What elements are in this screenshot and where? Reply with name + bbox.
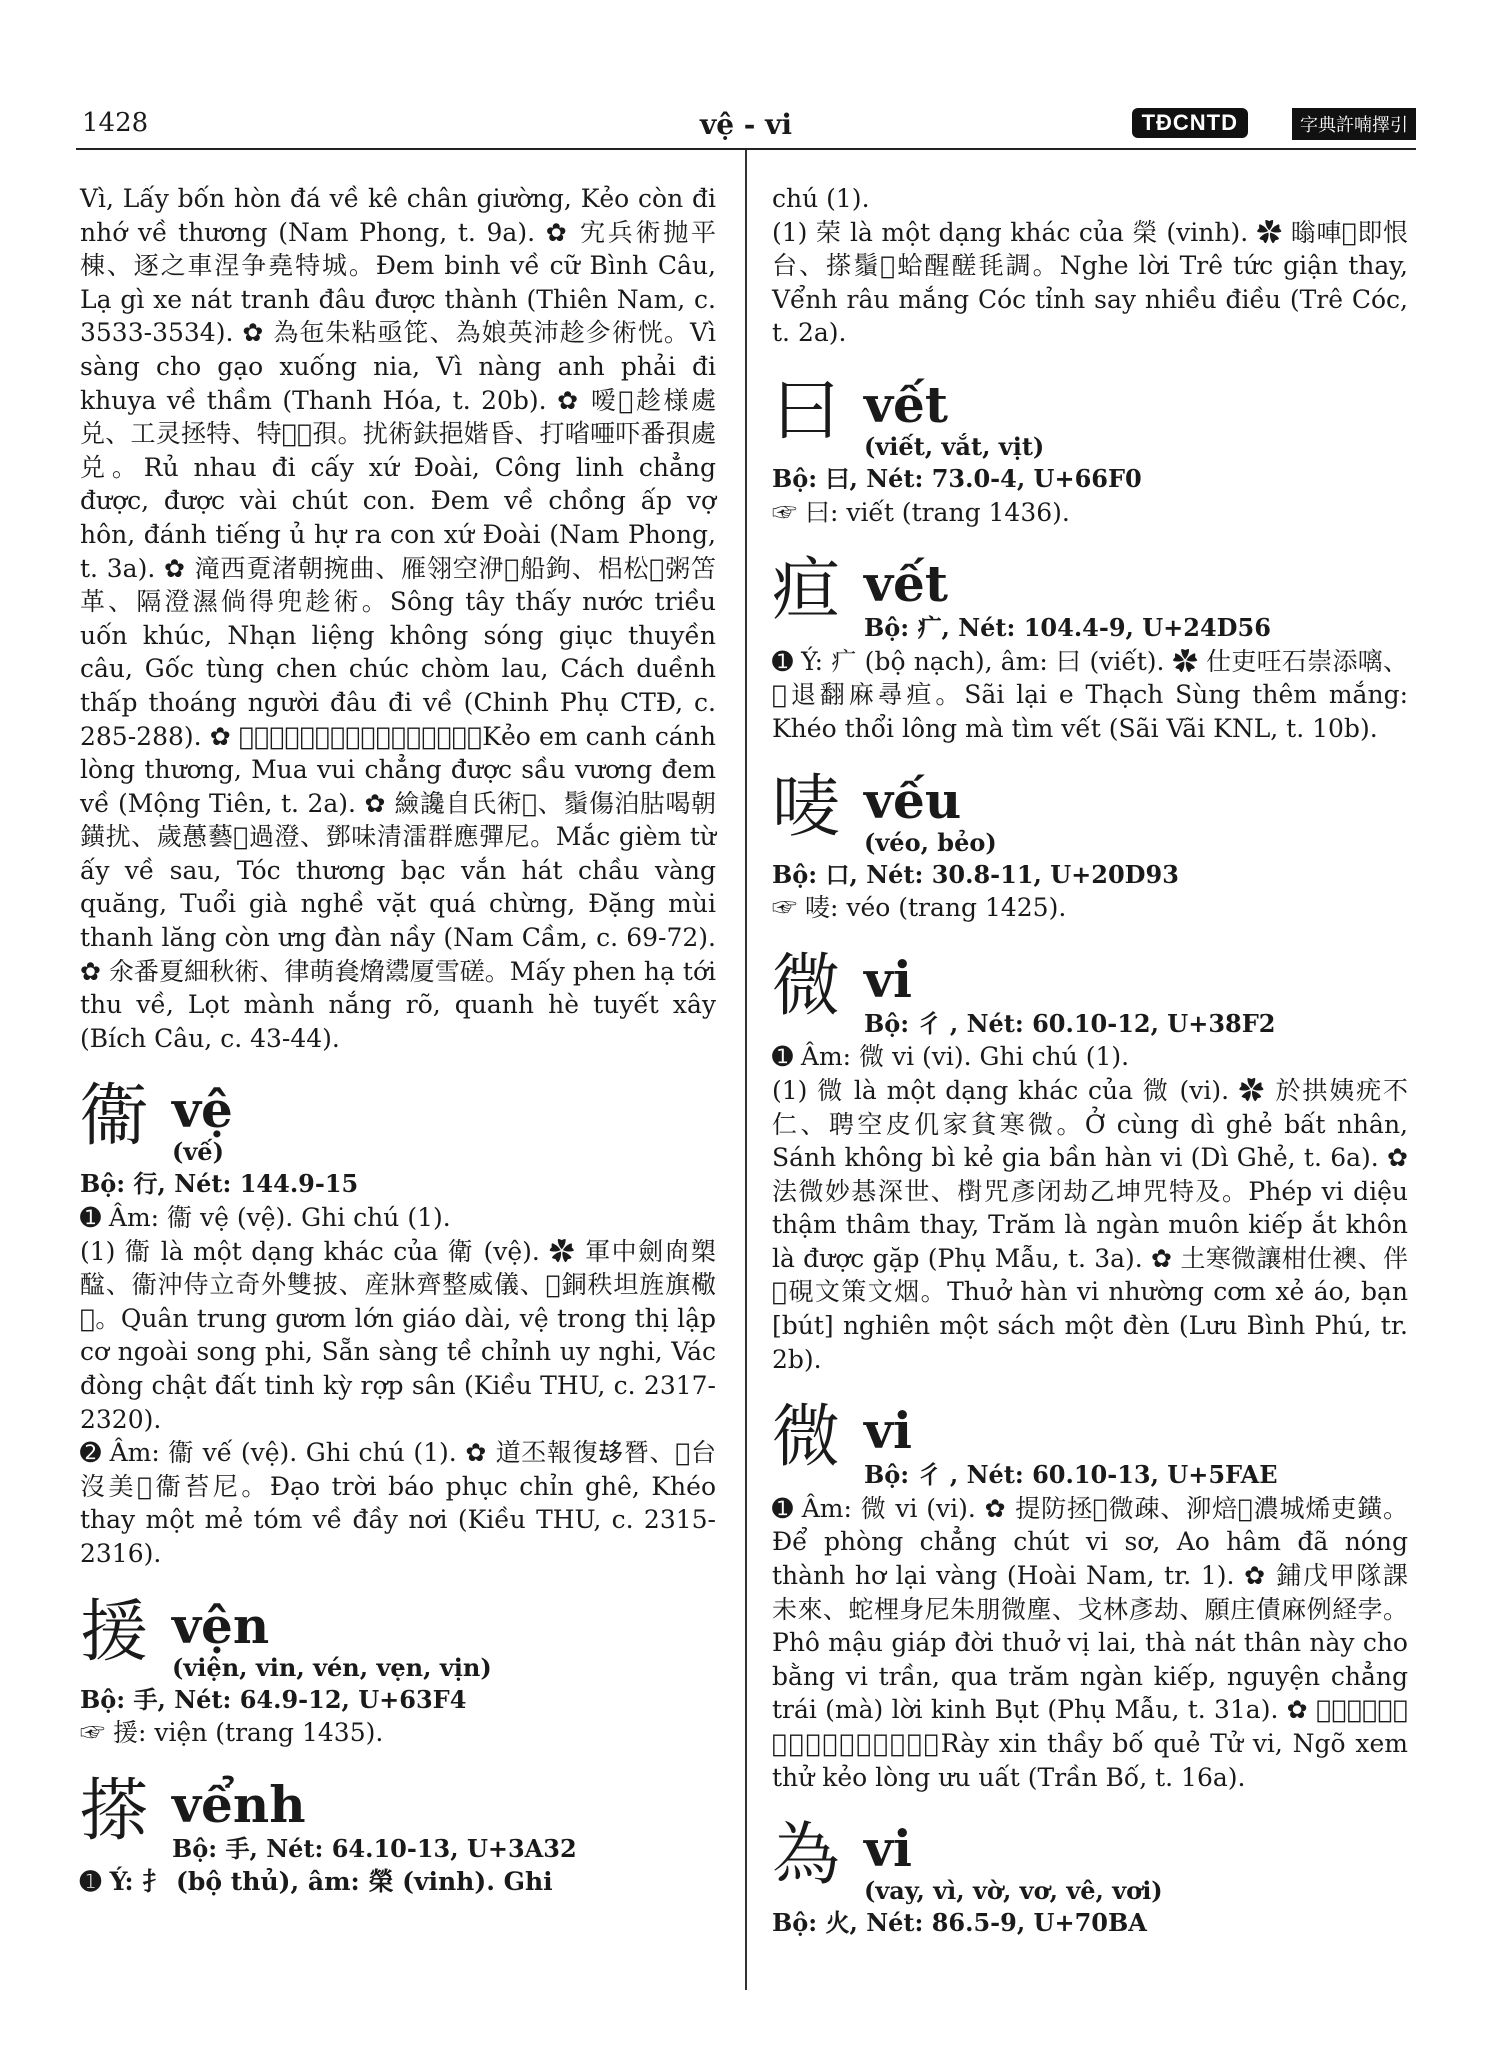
dictionary-seal: 字典許喃擇引 <box>1292 108 1416 140</box>
variant-readings: (viết, vắt, vịt) <box>864 431 1045 461</box>
headword: vết <box>864 374 948 434</box>
headword: vi <box>864 1401 913 1461</box>
radical-info: Bộ: 手, Nét: 64.9-12, U+63F4 <box>80 1684 467 1714</box>
entry-glyph: 衞 <box>80 1077 149 1157</box>
left-column <box>80 182 716 1899</box>
headword: vếu <box>864 770 962 830</box>
publisher-logo: TĐCNTD <box>1132 108 1248 138</box>
entry-glyph: 援 <box>80 1592 149 1672</box>
column-divider <box>745 150 747 1990</box>
sense-1: ➊ Âm: 衞 vệ (vệ). Ghi chú (1). <box>80 1203 451 1233</box>
headword: vểnh <box>172 1774 306 1834</box>
entry-vi3-header <box>772 1816 1408 1906</box>
radical-info: Bộ: 手, Nét: 64.10-13, U+3A32 <box>172 1833 577 1863</box>
running-title: vệ - vi <box>699 108 793 141</box>
entry-venh-header <box>80 1771 716 1866</box>
entry-ven-header <box>80 1592 716 1683</box>
entry-glyph: 微 <box>772 946 841 1026</box>
cross-reference: ☞ 援: viện (trang 1435). <box>80 1718 384 1748</box>
variant-readings: (viện, vin, vén, vẹn, vịn) <box>172 1652 492 1682</box>
page-header <box>76 100 1416 144</box>
entry-vi-header <box>772 946 1408 1041</box>
sense-1: ➊ Âm: 微 vi (vi). Ghi chú (1). <box>772 1042 1130 1072</box>
headword: vệ <box>172 1080 233 1140</box>
note-1: (1) 衞 là một dạng khác của 衛 (vệ). ✿ 軍中劍㕯槊䤈、衞沖侍立奇外雙披、産牀齊整威儀、𢝙銅秩坦旌旗㯳𢴙。Quân trung gươm lớn giáo dài, vệ trong thị lập cơ ngoài song phi, Sẵn sàng tề chỉnh uy nghi, Vác đòng chật đất tinh kỳ rợp sân (Kiều THU, c. 2317-2320). <box>80 1236 716 1434</box>
radical-info: Bộ: 疒, Nét: 104.4-9, U+24D56 <box>864 613 1271 643</box>
headword: vi <box>864 1819 913 1879</box>
radical-info: Bộ: 火, Nét: 86.5-9, U+70BA <box>772 1908 1147 1938</box>
headword: vện <box>172 1595 270 1655</box>
radical-info: Bộ: 行, Nét: 144.9-15 <box>80 1169 359 1199</box>
note-1: (1) 荣 là một dạng khác của 榮 (vinh). ✿ 暡唓𠓨即恨台、搽鬚𪙼蛤醒醝㲎調。Nghe lời Trê tức giận thay, Vểnh râu mắng Cóc tỉnh say nhiều điều (Trê Cóc, t. 2a). <box>772 217 1408 348</box>
entry-vet2-header <box>772 551 1408 645</box>
sense-1: ➊ Ý: 疒 (bộ nạch), âm: 曰 (viết). ✿ 仕吏㕵石崇添𠻗、𡳰退翻麻尋疸。Sãi lại e Thạch Sùng thêm mắng: Khéo thổi lông mà tìm vết (Sãi Vãi KNL, t. 10b). <box>772 646 1408 743</box>
continued-paragraph: chú (1). <box>772 184 870 213</box>
variant-readings: (vế) <box>172 1137 224 1167</box>
radical-info: Bộ: 曰, Nét: 73.0-4, U+66F0 <box>772 463 1142 493</box>
sense-2: ➋ Âm: 衞 vế (vệ). Ghi chú (1). ✿ 道丕報復𠫾朁、𡳰台沒美𦀊衞苔尼。Đạo trời báo phục chỉn ghê, Khéo thay một mẻ tóm về đầy nơi (Kiều THU, c. 2315-2316). <box>80 1438 716 1568</box>
page-number: 1428 <box>82 108 149 138</box>
radical-info: Bộ: 口, Nét: 30.8-11, U+20D93 <box>772 859 1179 889</box>
cross-reference: ☞ 曰: viết (trang 1436). <box>772 497 1070 527</box>
entry-glyph: 搽 <box>80 1771 149 1851</box>
entry-ve-header <box>80 1077 716 1167</box>
sense-1: ➊ Âm: 微 vi (vi). ✿ 提防拯𨁪微疎、泖焙𠤆濃城烯吏鐄。Để phòng chẳng chút vi sơ, Ao hâm đã nóng thành hơ lại vàng (Hoài Nam, tr. 1). ✿ 鋪戊甲隊課未來、蛇梩身尼朱朋微塵、戈林彥劫、願庄債麻例経孛。Phô mậu giáp đời thuở vị lai, thà nát thân này cho bằng vi trần, qua trăm ngàn kiếp, nguyện chẳng trái (mà) lời kinh Bụt (Phụ Mẫu, t. 31a). ✿ 𠸠嗔𠍣布魅紫微、咋眲此𤽗悉憂欝。Rày xin thầy bố quẻ Tử vi, Ngõ xem thử kẻo lòng ưu uất (Trần Bố, t. 16a). <box>772 1493 1408 1792</box>
entry-vet-header <box>772 371 1408 462</box>
entry-glyph: 疸 <box>772 551 841 631</box>
entry-glyph: 曰 <box>772 371 841 451</box>
headword: vết <box>864 554 948 614</box>
entry-veu-header <box>772 767 1408 858</box>
entry-glyph: 為 <box>772 1816 841 1896</box>
entry-vi2-header <box>772 1398 1408 1492</box>
variant-readings: (véo, bẻo) <box>864 827 997 857</box>
entry-glyph: 微 <box>772 1398 841 1478</box>
continued-paragraph: Vì, Lấy bốn hòn đá về kê chân giường, Kẻo còn đi nhớ về thương (Nam Phong, t. 9a). ✿ 宄兵術抛平棟、逐之車涅争堯特城。Đem binh về cữ Bình Câu, Lạ gì xe nát tranh đâu được thành (Thiên Nam, c. 3533-3534). ✿ 為㐌朱粘亟笓、為娘英沛趁㐱術恍。Vì sàng cho gạo xuống nia, Vì nàng anh phải đi khuya về thầm (Thanh Hóa, t. 20b). ✿ 嗳𩛷趁様處兑、工灵拯特、特𠁀𨀎孭。扰術鈇挹媘昏、打㗂唖吓番孭處兑。Rủ nhau đi cấy xứ Đoài, Công linh chẳng được, được vài chút con. Đem về chồng ấp vợ hôn, đánh tiếng ủ hự ra con xứ Đoài (Nam Phong, t. 3a). ✿ 滝西覔渚朝捥曲、雁翎空洢𠽖船鉤、梠松𣝸粥笘革、隔澄濕倘得兜趁術。Sông tây thấy nước triều uốn khúc, Nhạn liệng không sóng giục thuyền câu, Gốc tùng chen chúc chòm lau, Cách duềnh thấp thoáng người đâu đi về (Chinh Phụ CTĐ, c. 285-288). ✿ 𤽗㛪更竟悉傷、謨恊庄特愁王扰術。Kẻo em canh cánh lòng thương, Mua vui chẳng được sầu vương đem về (Mộng Tiên, t. 2a). ✿ 䌞讒自氏術𩬆、鬚傷泊𦙶喝朝鐄扰、歲𦽳藝𠇍過澄、鄧味清㵢群應彈尼。Mắc gièm từ ấy về sau, Tóc thương bạc vắn hát chầu vàng quăng, Tuổi già nghề vặt quá chừng, Đặng mùi thanh lăng còn ưng đàn nầy (Nam Cầm, c. 69-72). ✿ 氽番夏細秋術、律萌㷃熁𩰾厦雪磋。Mấy phen hạ tới thu về, Lọt mành nắng rõ, quanh hè tuyết xây (Bích Câu, c. 43-44). <box>80 184 716 1053</box>
sense-1: ➊ Ý: 扌 (bộ thủ), âm: 榮 (vinh). Ghi <box>80 1867 553 1897</box>
radical-info: Bộ: 彳 , Nét: 60.10-13, U+5FAE <box>864 1460 1278 1490</box>
headword: vi <box>864 949 913 1009</box>
cross-reference: ☞ 唛: véo (trang 1425). <box>772 893 1067 923</box>
note-1: (1) 微 là một dạng khác của 微 (vi). ✿ 於拱姨疣不仁、聘空皮仉家貧寒微。Ở cùng dì ghẻ bất nhân, Sánh không bì kẻ gia bần hàn vi (Dì Ghẻ, t. 6a). ✿ 法微妙惎深世、𣝉咒彥闭劫乙坤咒特及。Phép vi diệu thậm thâm thay, Trăm là ngàn muôn kiếp ắt khôn là được gặp (Phụ Mẫu, t. 3a). ✿ 土寒微讓柑仕襖、伴𡁱硯文策文烟。Thuở hàn vi nhường cơm xẻ áo, bạn [bút] nghiên một sách một đèn (Lưu Bình Phú, tr. 2b). <box>772 1075 1408 1374</box>
entry-glyph: 唛 <box>772 767 841 847</box>
variant-readings: (vay, vì, vờ, vơ, vê, vơi) <box>864 1876 1163 1906</box>
right-column <box>772 182 1408 1940</box>
radical-info: Bộ: 彳 , Nét: 60.10-12, U+38F2 <box>864 1008 1276 1038</box>
